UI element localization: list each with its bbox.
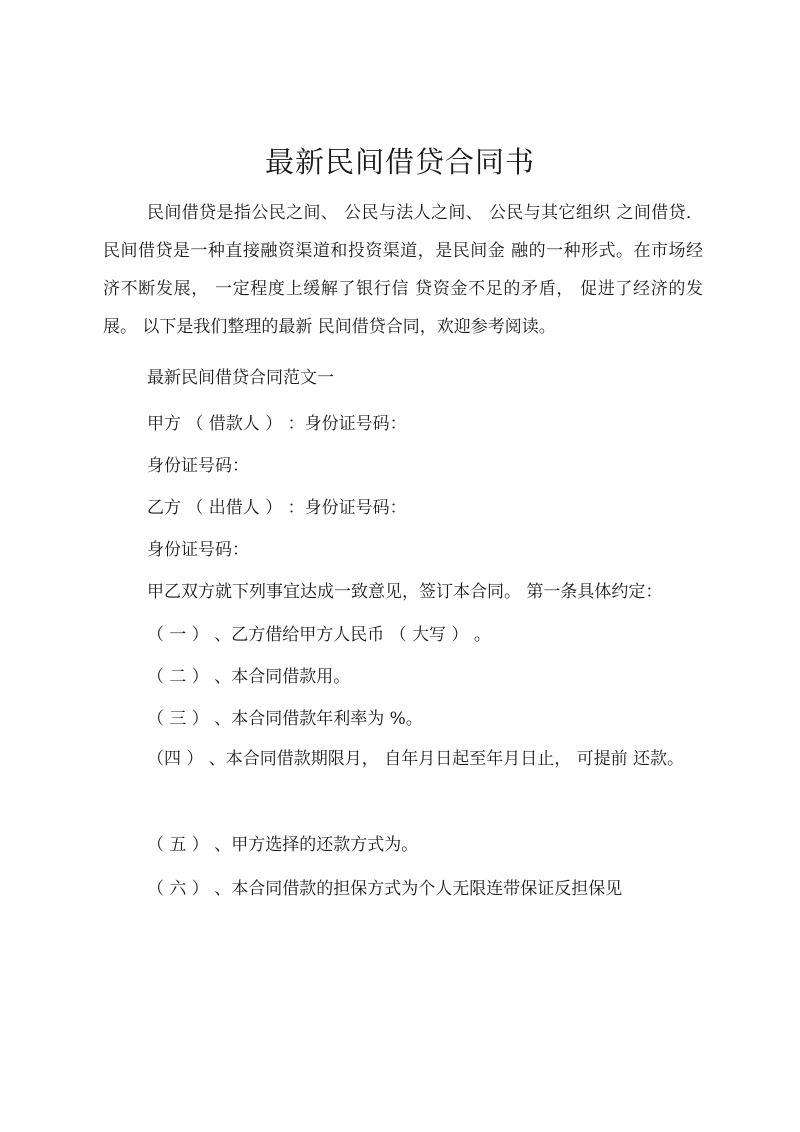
agreement-line: 甲乙双方就下列事宜达成一致意见，签订本合同。 第一条具体约定：	[147, 582, 663, 602]
intro-paragraph: 民间借贷是指公民之间、 公民与法人之间、 公民与其它组织 之间借贷．民间借贷是一种直接融资渠道和投资渠道，是民间金 融的一种形式。在市场经济不断发展， 一定程度上缓解了银行信 贷资金不足的矛盾， 促进了经济的发展。 以下是我们整理的最新 民间借贷合同，欢迎参考阅读。	[103, 203, 703, 337]
clause-item-5: （ 五 ） 、甲方选择的还款方式为。	[147, 835, 419, 855]
clause-item-1: （ 一 ） 、乙方借给甲方人民币 （ 大写 ） 。	[147, 625, 491, 645]
party-a-id-line: 身份证号码：	[147, 456, 249, 476]
party-b-line: 乙方 （ 出借人 ） ：身份证号码：	[147, 498, 407, 518]
sample-heading: 最新民间借贷合同范文一	[147, 368, 334, 388]
document-title: 最新民间借贷合同书	[264, 145, 535, 179]
clause-item-4: （四 ） 、本合同借款期限月， 自年月日起至年月日止， 可提前 还款。	[147, 749, 685, 769]
clause-item-3: （ 三 ） 、本合同借款年利率为 %。	[147, 709, 423, 729]
clause-item-6: （ 六 ） 、本合同借款的担保方式为个人无限连带保证反担保见	[147, 879, 623, 899]
party-b-id-line: 身份证号码：	[147, 540, 249, 560]
clause-item-2: （ 二 ） 、本合同借款用。	[147, 667, 351, 687]
party-a-line: 甲方 （ 借款人 ） ：身份证号码：	[147, 414, 407, 434]
